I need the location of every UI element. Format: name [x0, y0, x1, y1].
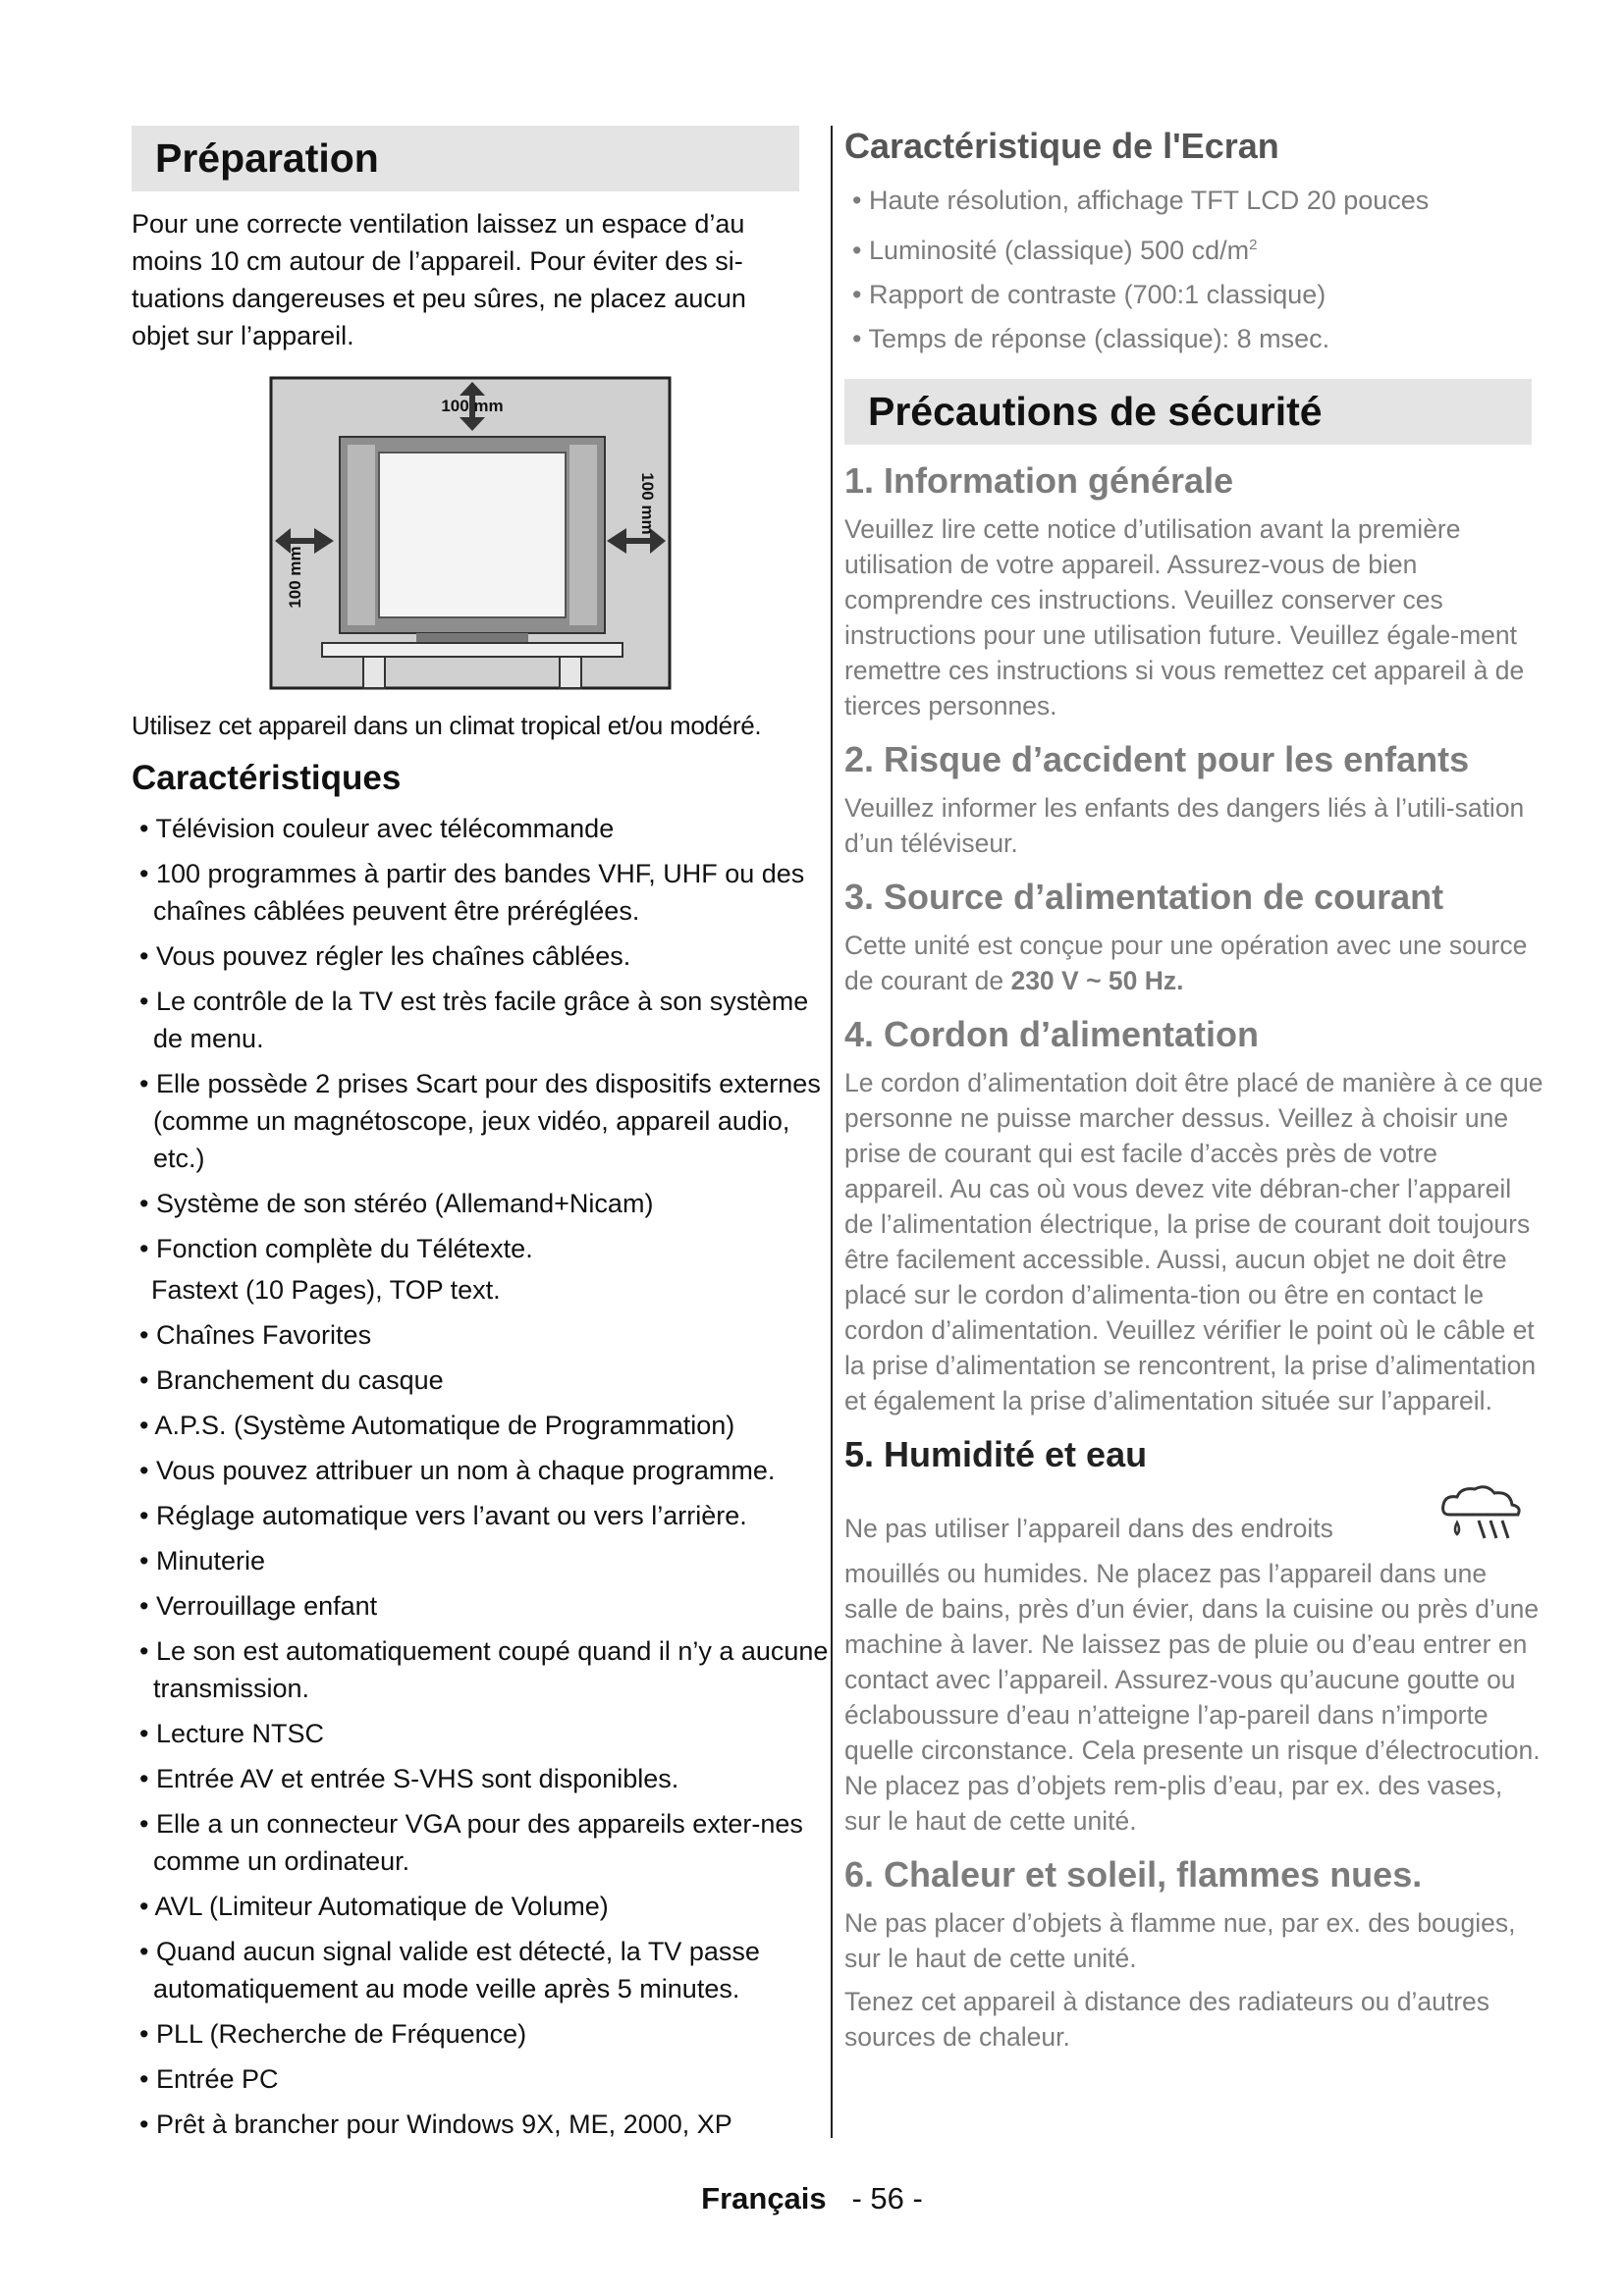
- section-1-title: 1. Information générale: [844, 460, 1234, 501]
- feature-item: • 100 programmes à partir des bandes VHF, UHF ou des chaînes câblées peuvent être préréglées.: [132, 855, 831, 930]
- feature-item: • Branchement du casque: [132, 1362, 831, 1399]
- page-number: - 56 -: [851, 2181, 923, 2216]
- ventilation-diagram: [269, 376, 672, 690]
- section-3-text-main: Cette unité est conçue pour une opération avec une source de courant de: [844, 931, 1528, 995]
- feature-item: • Elle possède 2 prises Scart pour des dispositifs externes (comme un magnétoscope, jeux vidéo, appareil audio, etc.): [132, 1065, 831, 1177]
- section-1-text: Veuillez lire cette notice d’utilisation avant la première utilisation de votre appareil. Assurez-vous de bien comprendre ces instructions. Veuillez conserver ces instructions pour une utilisation future. Veuillez égale-ment remettre ces instructions si vous remettez cet appareil à de tierces personnes.: [844, 514, 1525, 721]
- feature-item: • Vous pouvez régler les chaînes câblées.: [132, 937, 831, 975]
- screen-title: Caractéristique de l'Ecran: [844, 126, 1279, 166]
- feature-item: • Réglage automatique vers l’avant ou vers l’arrière.: [132, 1497, 831, 1534]
- section-3-text: [844, 928, 1543, 998]
- feature-item: • Entrée PC: [132, 2060, 831, 2098]
- section-5-line1: Ne pas utiliser l’appareil dans des endroits: [844, 1514, 1333, 1543]
- feature-item: • Elle a un connecteur VGA pour des appareils exter-nes comme un ordinateur.: [132, 1805, 831, 1880]
- section-4-text: Le cordon d’alimentation doit être placé de manière à ce que personne ne puisse marcher dessus. Veillez à choisir une prise de courant qui est facile d’accès près de votre appareil. Au cas où vous devez vite débran-cher l’appareil de l’alimentation électrique, la prise de courant doit toujours être facilement accessible. Aussi, aucun objet ne doit être placé sur le cordon d’alimenta-tion ou être en contact le cordon d’alimentation. Veuillez vérifier le point où le câble et la prise d’alimentation se rencontrent, la prise d’alimentation et également la prise d’alimentation située sur l’appareil.: [844, 1068, 1543, 1415]
- feature-continuation: Fastext (10 Pages), TOP text.: [151, 1275, 501, 1305]
- feature-item: • Télévision couleur avec télécommande: [132, 810, 831, 847]
- voltage-spec: 230 V ~ 50 Hz.: [1010, 966, 1184, 995]
- safety-title: Précautions de sécurité: [844, 379, 1532, 445]
- superscript: 2: [1249, 237, 1258, 253]
- section-5-title: 5. Humidité et eau: [844, 1434, 1148, 1474]
- column-divider: [831, 126, 833, 2138]
- feature-item: • A.P.S. (Système Automatique de Programmation): [132, 1407, 831, 1444]
- feature-item: • Minuterie: [132, 1542, 831, 1579]
- feature-item: • Système de son stéréo (Allemand+Nicam): [132, 1185, 831, 1222]
- feature-item: • Entrée AV et entrée S-VHS sont disponibles.: [132, 1760, 831, 1797]
- preparation-title: Préparation: [132, 126, 799, 191]
- figure-label-left: 100 mm: [286, 546, 304, 609]
- feature-item: • Vous pouvez attribuer un nom à chaque programme.: [132, 1452, 831, 1489]
- feature-item: • Prêt à brancher pour Windows 9X, ME, 2000, XP: [132, 2106, 831, 2143]
- feature-item: • Le son est automatiquement coupé quand il n’y a aucune transmission.: [132, 1632, 831, 1707]
- screen-item: [844, 223, 1543, 273]
- feature-item: • Lecture NTSC: [132, 1715, 831, 1752]
- feature-item: • Quand aucun signal valide est détecté, la TV passe automatiquement au mode veille après 5 minutes.: [132, 1933, 831, 2007]
- left-column: [132, 126, 831, 2151]
- screen-item-luminosity: Luminosité (classique) 500 cd/m: [868, 236, 1250, 265]
- section-2-title: 2. Risque d’accident pour les enfants: [844, 739, 1470, 779]
- screen-item: • Haute résolution, affichage TFT LCD 20 pouces: [844, 179, 1543, 223]
- section-6-text-1: Ne pas placer d’objets à flamme nue, par ex. des bougies, sur le haut de cette unité.: [844, 1908, 1516, 1973]
- climate-note: Utilisez cet appareil dans un climat tropical et/ou modéré.: [132, 711, 762, 740]
- footer-language: Français: [701, 2181, 827, 2216]
- section-2-text: Veuillez informer les enfants des dangers liés à l’utili-sation d’un téléviseur.: [844, 793, 1525, 858]
- features-title: Caractéristiques: [132, 759, 402, 797]
- screen-item: • Temps de réponse (classique): 8 msec.: [844, 317, 1543, 361]
- feature-item: • PLL (Recherche de Fréquence): [132, 2015, 831, 2053]
- feature-item: • Chaînes Favorites: [132, 1316, 831, 1354]
- figure-label-right: 100 mm: [638, 472, 657, 535]
- screen-list: [844, 179, 1543, 361]
- feature-item: • Le contrôle de la TV est très facile grâce à son système de menu.: [132, 983, 831, 1057]
- feature-item: • AVL (Limiteur Automatique de Volume): [132, 1888, 831, 1925]
- section-5-text: mouillés ou humides. Ne placez pas l’appareil dans une salle de bains, près d’un évier, dans la cuisine ou près d’une machine à laver. Ne laissez pas de pluie ou d’eau entrer en contact avec l’appareil. Assurez-vous qu’aucune goutte ou éclaboussure d’eau n’atteigne l’ap-pareil dans n’importe quelle circonstance. Cela presente un risque d’électrocution. Ne placez pas d’objets rem-plis d’eau, par ex. des vases, sur le haut de cette unité.: [844, 1559, 1541, 1836]
- right-column: [844, 126, 1543, 2055]
- feature-item: • Verrouillage enfant: [132, 1587, 831, 1625]
- section-5-first-line: [844, 1485, 1543, 1546]
- page-footer: [0, 2181, 1624, 2216]
- features-list-continued: [132, 1316, 831, 2143]
- figure-label-top: 100 mm: [441, 397, 504, 415]
- rain-cloud-icon: [1432, 1485, 1540, 1544]
- features-list: [132, 810, 831, 1267]
- section-6-title: 6. Chaleur et soleil, flammes nues.: [844, 1854, 1423, 1895]
- preparation-text: Pour une correcte ventilation laissez un espace d’au moins 10 cm autour de l’appareil. Pour éviter des si-tuations dangereuses et peu sûres, ne placez aucun objet sur l’appareil.: [132, 209, 746, 350]
- screen-item: • Rapport de contraste (700:1 classique): [844, 273, 1543, 317]
- feature-item: • Fonction complète du Télétexte.: [132, 1230, 831, 1267]
- section-3-title: 3. Source d’alimentation de courant: [844, 877, 1444, 917]
- section-6-text-2: Tenez cet appareil à distance des radiateurs ou d’autres sources de chaleur.: [844, 1987, 1490, 2052]
- section-4-title: 4. Cordon d’alimentation: [844, 1014, 1260, 1054]
